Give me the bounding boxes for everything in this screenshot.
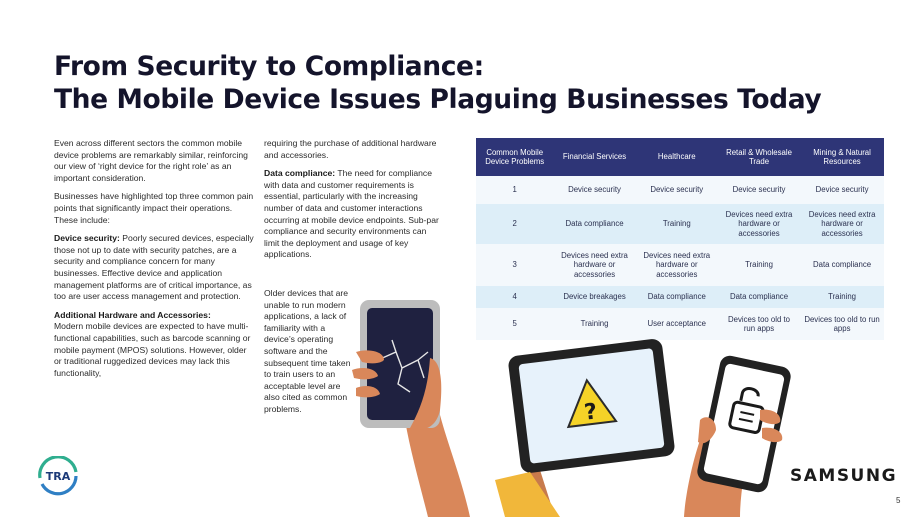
pain-points-paragraph: Businesses have highlighted top three common pain points that significantly impact their operations. These include: xyxy=(54,191,254,225)
table-cell: Devices need extra hardware or accessories xyxy=(553,244,635,286)
device-security-paragraph: Device security: Poorly secured devices, especially those not up to date with security patches, are a security and compliance concern for many businesses. Effective device and application management platforms are of critical importance, as too are user access management and protection. xyxy=(54,233,254,302)
table-header: Healthcare xyxy=(636,138,718,176)
table-cell: 4 xyxy=(476,286,553,308)
table-cell: 1 xyxy=(476,176,553,204)
samsung-logo: SAMSUNG xyxy=(790,466,898,486)
intro-paragraph: Even across different sectors the common mobile device problems are remarkably similar, reinforcing our view of ‘right device for the right role’ as an important consideration. xyxy=(54,138,248,183)
data-compliance-paragraph: Data compliance: The need for compliance with data and customer requirements is essential, particularly with the increasing number of data and customer interactions occurring at mobile device endpoints. Sub-par compliance and security environments can limit the deployment and usage of key applications. xyxy=(264,168,439,260)
tra-logo-text: TRA xyxy=(45,470,71,483)
tra-logo xyxy=(36,456,80,501)
table-cell: Data compliance xyxy=(553,204,635,244)
table-cell: Data compliance xyxy=(800,244,884,286)
hardware-continued-paragraph: requiring the purchase of additional hardware and accessories. xyxy=(264,138,437,160)
table-header: Financial Services xyxy=(553,138,635,176)
table-cell: Devices need extra hardware or accessories xyxy=(636,244,718,286)
table-cell: Device security xyxy=(718,176,800,204)
table-cell: Device security xyxy=(636,176,718,204)
table-cell: Devices need extra hardware or accessories xyxy=(800,204,884,244)
data-compliance-heading: Data compliance: xyxy=(264,168,336,179)
table-cell: 3 xyxy=(476,244,553,286)
table-cell: Training xyxy=(553,308,635,340)
table-header: Mining & Natural Resources xyxy=(800,138,884,176)
table-header: Common Mobile Device Problems xyxy=(476,138,553,176)
table-cell: Training xyxy=(636,204,718,244)
table-cell: Training xyxy=(718,244,800,286)
table-cell: 5 xyxy=(476,308,553,340)
table-cell: Data compliance xyxy=(718,286,800,308)
table-cell: Data compliance xyxy=(636,286,718,308)
hardware-heading: Additional Hardware and Accessories: xyxy=(54,309,211,320)
title-line-2: The Mobile Device Issues Plaguing Businesses Today xyxy=(54,84,822,115)
table-header: Retail & Wholesale Trade xyxy=(718,138,800,176)
tablet-with-warning xyxy=(495,338,676,517)
table-cell: Device breakages xyxy=(553,286,635,308)
left-hand-with-phone xyxy=(352,300,470,517)
table-cell: User acceptance xyxy=(636,308,718,340)
table-cell: Devices need extra hardware or accessories xyxy=(718,204,800,244)
page-number: 5 xyxy=(896,496,901,505)
table-cell: Device security xyxy=(800,176,884,204)
right-hand-with-phone xyxy=(684,354,793,517)
table-cell: Devices too old to run apps xyxy=(800,308,884,340)
hardware-paragraph: Additional Hardware and Accessories: Modern mobile devices are expected to have multi-functional capabilities, such as barcode scanning or mobile payment (MPOS) solutions. However, older or traditional ruggedized devices may lack this functionality, xyxy=(54,309,251,378)
tra-logo-mark xyxy=(36,456,80,496)
table-cell: Device security xyxy=(553,176,635,204)
device-security-heading: Device security: xyxy=(54,233,120,244)
table-cell: Devices too old to run apps xyxy=(718,308,800,340)
table-cell: 2 xyxy=(476,204,553,244)
table-cell: Training xyxy=(800,286,884,308)
title-line-1: From Security to Compliance: xyxy=(54,51,484,82)
svg-text:?: ? xyxy=(582,399,599,426)
older-devices-paragraph: Older devices that are unable to run modern applications, a lack of familiarity with a device’s operating software and the subsequent time taken to train users to an acceptable level are also cited as common problems. xyxy=(264,288,351,414)
